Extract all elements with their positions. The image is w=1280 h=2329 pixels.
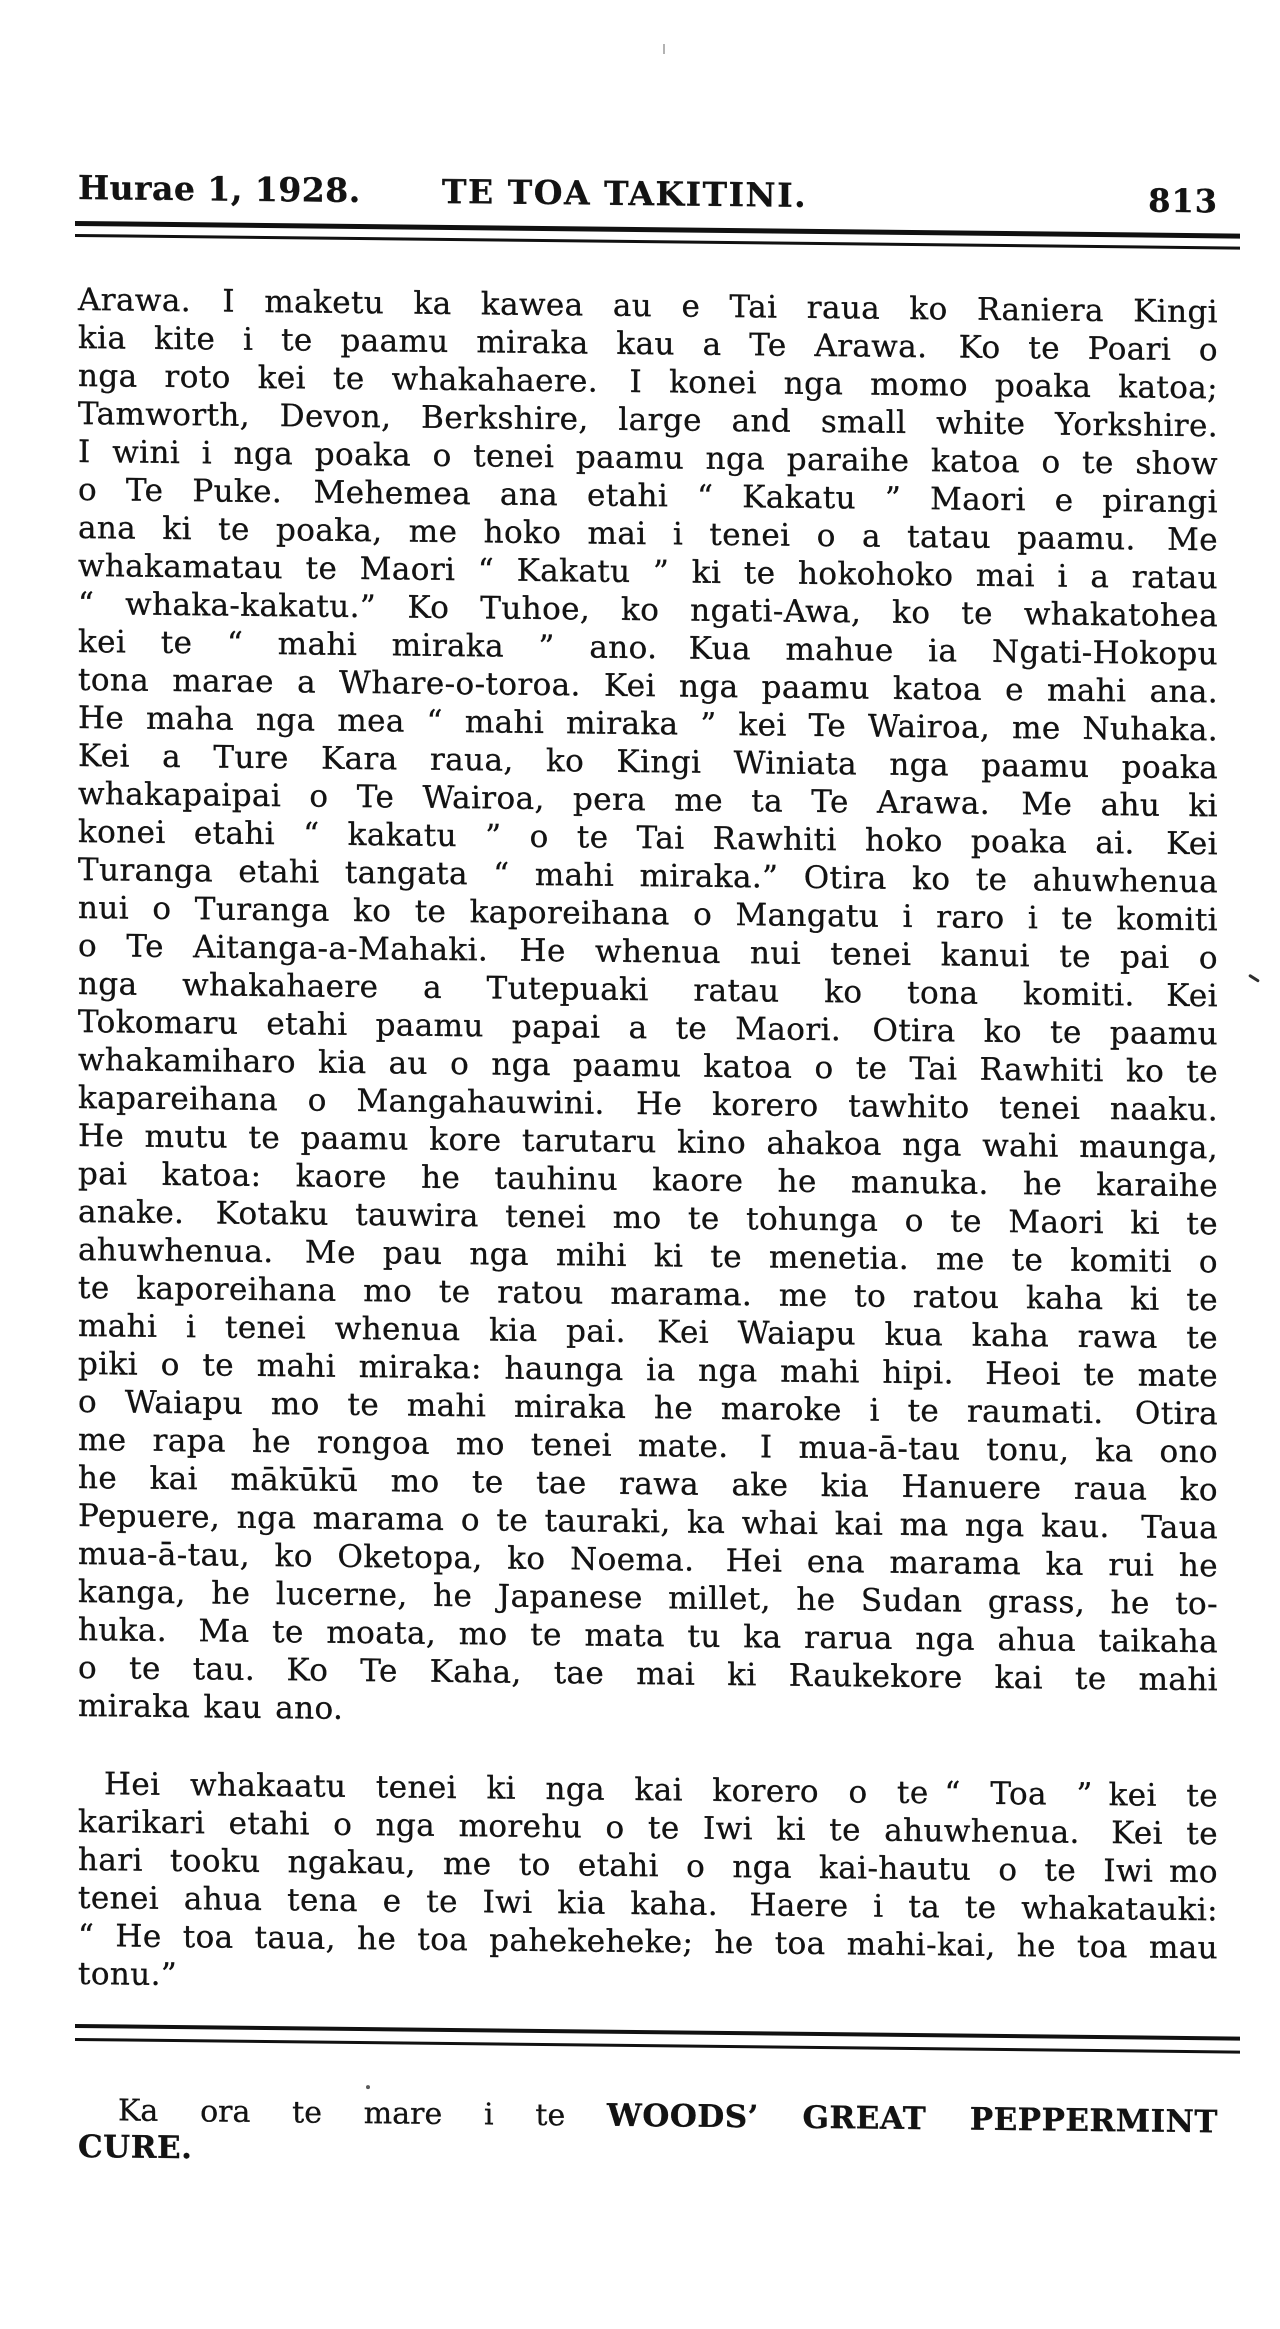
footer-rule-thin — [75, 2038, 1240, 2054]
text-line: o Te Aitanga-a-Mahaki. He whenua nui tenei kanui te pai o — [78, 928, 1218, 977]
scan-artifact-dot — [366, 2085, 370, 2089]
text-line: o te tau. Ko Te Kaha, tae mai ki Raukekore kai te mahi — [78, 1650, 1218, 1699]
text-line: whakamiharo kia au o nga paamu katoa o te Tai Rawhiti ko te — [78, 1042, 1218, 1091]
text-line: kapareihana o Mangahauwini. He korero tawhito tenei naaku. — [78, 1080, 1218, 1129]
text-line: Hei whakaatu tenei ki nga kai korero o te “ Toa ” kei te — [104, 1766, 1218, 1815]
text-line: Tamworth, Devon, Berkshire, large and small white Yorkshire. — [78, 396, 1218, 445]
text-line: I wini i nga poaka o tenei paamu nga paraihe katoa o te show — [78, 434, 1218, 483]
text-line: kanga, he lucerne, he Japanese millet, he Sudan grass, he to- — [78, 1574, 1218, 1623]
text-line: huka. Ma te moata, mo te mata tu ka rarua nga ahua taikaha — [78, 1612, 1218, 1661]
text-line: hari tooku ngakau, me to etahi o nga kai-hautu o te Iwi mo — [78, 1842, 1218, 1891]
page-header — [78, 168, 1218, 224]
text-line: He mutu te paamu kore tarutaru kino ahakoa nga wahi maunga, — [78, 1118, 1218, 1167]
text-line: nga whakahaere a Tutepuaki ratau ko tona komiti. Kei — [78, 966, 1218, 1015]
issue-date: Hurae 1, 1928. — [78, 168, 361, 211]
text-line: “ whaka-kakatu.” Ko Tuhoe, ko ngati-Awa, ko te whakatohea — [78, 586, 1218, 635]
text-line: kia kite i te paamu miraka kau a Te Arawa. Ko te Poari o — [78, 320, 1218, 369]
text-line: ahuwhenua. Me pau nga mihi ki te menetia. me te komiti o — [78, 1232, 1218, 1281]
scan-artifact-top-tick — [663, 44, 665, 54]
text-line: He maha nga mea “ mahi miraka ” kei Te Wairoa, me Nuhaka. — [78, 700, 1218, 749]
text-line: tonu.” — [78, 1956, 178, 1994]
text-line: te kaporeihana mo te ratou marama. me to ratou kaha ki te — [78, 1270, 1218, 1319]
article-paragraph-2 — [78, 1765, 1218, 2005]
text-line: nga roto kei te whakahaere. I konei nga momo poaka katoa; — [78, 358, 1218, 407]
scan-artifact-margin-mark — [1248, 974, 1260, 983]
text-line: ana ki te poaka, me hoko mai i tenei o a tatau paamu. Me — [78, 510, 1218, 559]
page-number: 813 — [1148, 181, 1218, 221]
text-line: konei etahi “ kakatu ” o te Tai Rawhiti hoko poaka ai. Kei — [78, 814, 1218, 863]
text-line: Kei a Ture Kara raua, ko Kingi Winiata nga paamu poaka — [78, 738, 1218, 787]
text-line: mahi i tenei whenua kia pai. Kei Waiapu kua kaha rawa te — [78, 1308, 1218, 1357]
article-paragraph-1 — [78, 281, 1218, 1737]
text-line: kei te “ mahi miraka ” ano. Kua mahue ia Ngati-Hokopu — [78, 624, 1218, 673]
text-line: whakapaipai o Te Wairoa, pera me ta Te Arawa. Me ahu ki — [78, 776, 1218, 825]
text-line: “ He toa taua, he toa pahekeheke; he toa mahi-kai, he toa mau — [78, 1918, 1218, 1967]
text-line: pai katoa: kaore he tauhinu kaore he manuka. he karaihe — [78, 1156, 1218, 1205]
text-line: o Te Puke. Mehemea ana etahi “ Kakatu ” Maori e pirangi — [78, 472, 1218, 521]
advertisement — [78, 2092, 1218, 2178]
text-line: Tokomaru etahi paamu papai a te Maori. Otira ko te paamu — [78, 1004, 1218, 1053]
text-line: Turanga etahi tangata “ mahi miraka.” Otira ko te ahuwhenua — [78, 852, 1218, 901]
ad-lead-text: Ka ora te mare i te — [118, 2093, 566, 2134]
text-line: Pepuere, nga marama o te tauraki, ka whai kai ma nga kau. Taua — [78, 1498, 1218, 1547]
text-line: nui o Turanga ko te kaporeihana o Mangatu i raro i te komiti — [78, 890, 1218, 939]
text-line: miraka kau ano. — [78, 1688, 344, 1727]
text-line: piki o te mahi miraka: haunga ia nga mahi hipi. Heoi te mate — [78, 1346, 1218, 1395]
text-line: he kai mākūkū mo te tae rawa ake kia Hanuere raua ko — [78, 1460, 1218, 1509]
text-line: tenei ahua tena e te Iwi kia kaha. Haere i ta te whakatauki: — [78, 1880, 1218, 1929]
text-line: Arawa. I maketu ka kawea au e Tai raua ko Raniera Kingi — [78, 282, 1218, 331]
text-line: karikari etahi o nga morehu o te Iwi ki te ahuwhenua. Kei te — [78, 1804, 1218, 1853]
text-line: tona marae a Whare-o-toroa. Kei nga paamu katoa e mahi ana. — [78, 662, 1218, 711]
text-line: mua-ā-tau, ko Oketopa, ko Noema. Hei ena marama ka rui he — [78, 1536, 1218, 1585]
text-line: me rapa he rongoa mo tenei mate. I mua-ā-tau tonu, ka ono — [78, 1422, 1218, 1471]
ad-product-name: WOODS’ GREAT PEPPERMINT — [607, 2097, 1218, 2141]
text-line: o Waiapu mo te mahi miraka he maroke i te raumati. Otira — [78, 1384, 1218, 1433]
masthead-title: TE TOA TAKITINI. — [442, 171, 808, 215]
ad-product-name-continued: CURE. — [78, 2129, 193, 2167]
text-line: anake. Kotaku tauwira tenei mo te tohunga o te Maori ki te — [78, 1194, 1218, 1243]
text-line: whakamatau te Maori “ Kakatu ” ki te hokohoko mai i a ratau — [78, 548, 1218, 597]
footer-rule-thick — [75, 2024, 1240, 2041]
